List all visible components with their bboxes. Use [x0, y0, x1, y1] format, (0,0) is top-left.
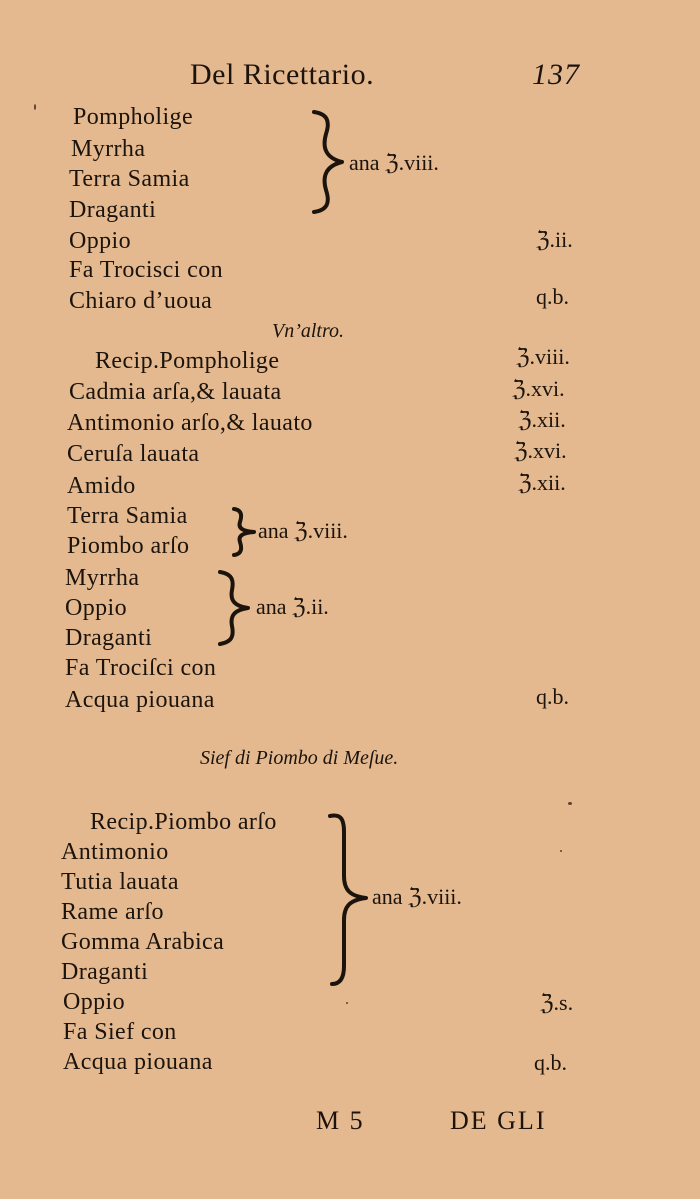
quantity: ℨ.viii.	[516, 344, 570, 369]
paper-speck	[560, 850, 562, 852]
quantity: ℨ.xvi.	[512, 376, 565, 401]
ana-quantity: ana ℨ.viii.	[258, 518, 348, 543]
paper-speck	[346, 1002, 348, 1004]
ingredient-line: Gomma Arabica	[61, 929, 225, 955]
ingredient-line: Terra Samia	[67, 503, 188, 529]
curly-brace-icon	[326, 810, 372, 988]
recipe-heading: Vn’altro.	[272, 320, 345, 342]
ana-quantity: ana ℨ.viii.	[349, 150, 439, 175]
curly-brace-icon	[214, 568, 254, 648]
ingredient-line: Draganti	[65, 625, 153, 651]
paper-speck	[34, 104, 36, 110]
ingredient-line: Draganti	[69, 197, 157, 223]
recipe-heading: Sief di Piombo di Meſue.	[200, 747, 399, 769]
ingredient-line: Oppio	[69, 228, 131, 254]
ana-quantity: ana ℨ.ii.	[256, 594, 329, 619]
signature-mark: M 5	[316, 1106, 365, 1135]
ingredient-line: Chiaro d’uoua	[69, 288, 213, 314]
ingredient-line: Oppio	[65, 595, 127, 621]
ingredient-line: Amido	[67, 473, 136, 499]
ingredient-line: Piombo arſo	[67, 533, 190, 559]
ingredient-line: Terra Samia	[69, 166, 190, 192]
ana-quantity: ana ℨ.viii.	[372, 884, 462, 909]
paper-speck	[568, 802, 572, 805]
quantity: q.b.	[536, 284, 569, 309]
quantity: ℨ.ii.	[536, 227, 573, 252]
page-number: 137	[532, 58, 580, 91]
curly-brace-icon	[228, 506, 258, 558]
ingredient-line: Antimonio arſo,& lauato	[67, 410, 313, 436]
ingredient-line: Rame arſo	[61, 899, 164, 925]
quantity: ℨ.xvi.	[514, 438, 567, 463]
ingredient-line: Tutia lauata	[61, 869, 179, 895]
ingredient-line: Recip.Pompholige	[95, 348, 280, 374]
ingredient-line: Fa Trocisci con	[69, 257, 224, 283]
ingredient-line: Recip.Piombo arſo	[90, 809, 277, 835]
ingredient-line: Draganti	[61, 959, 149, 985]
ingredient-line: Fa Trociſci con	[65, 655, 217, 681]
ingredient-line: Antimonio	[61, 839, 169, 865]
quantity: ℨ.xii.	[518, 407, 566, 432]
quantity: q.b.	[536, 684, 569, 709]
running-head: Del Ricettario.	[190, 58, 375, 91]
ingredient-line: Pompholige	[73, 104, 194, 130]
ingredient-line: Acqua piouana	[65, 687, 215, 713]
quantity: q.b.	[534, 1050, 567, 1075]
curly-brace-icon	[308, 108, 348, 216]
quantity: ℨ.s.	[540, 990, 574, 1015]
ingredient-line: Fa Sief con	[63, 1019, 177, 1045]
ingredient-line: Ceruſa lauata	[67, 441, 200, 467]
ingredient-line: Myrrha	[65, 565, 140, 591]
ingredient-line: Cadmia arſa,& lauata	[69, 379, 282, 405]
quantity: ℨ.xii.	[518, 470, 566, 495]
ingredient-line: Acqua piouana	[63, 1049, 213, 1075]
ingredient-line: Myrrha	[71, 136, 146, 162]
ingredient-line: Oppio	[63, 989, 125, 1015]
catchword: DE GLI	[450, 1106, 547, 1135]
